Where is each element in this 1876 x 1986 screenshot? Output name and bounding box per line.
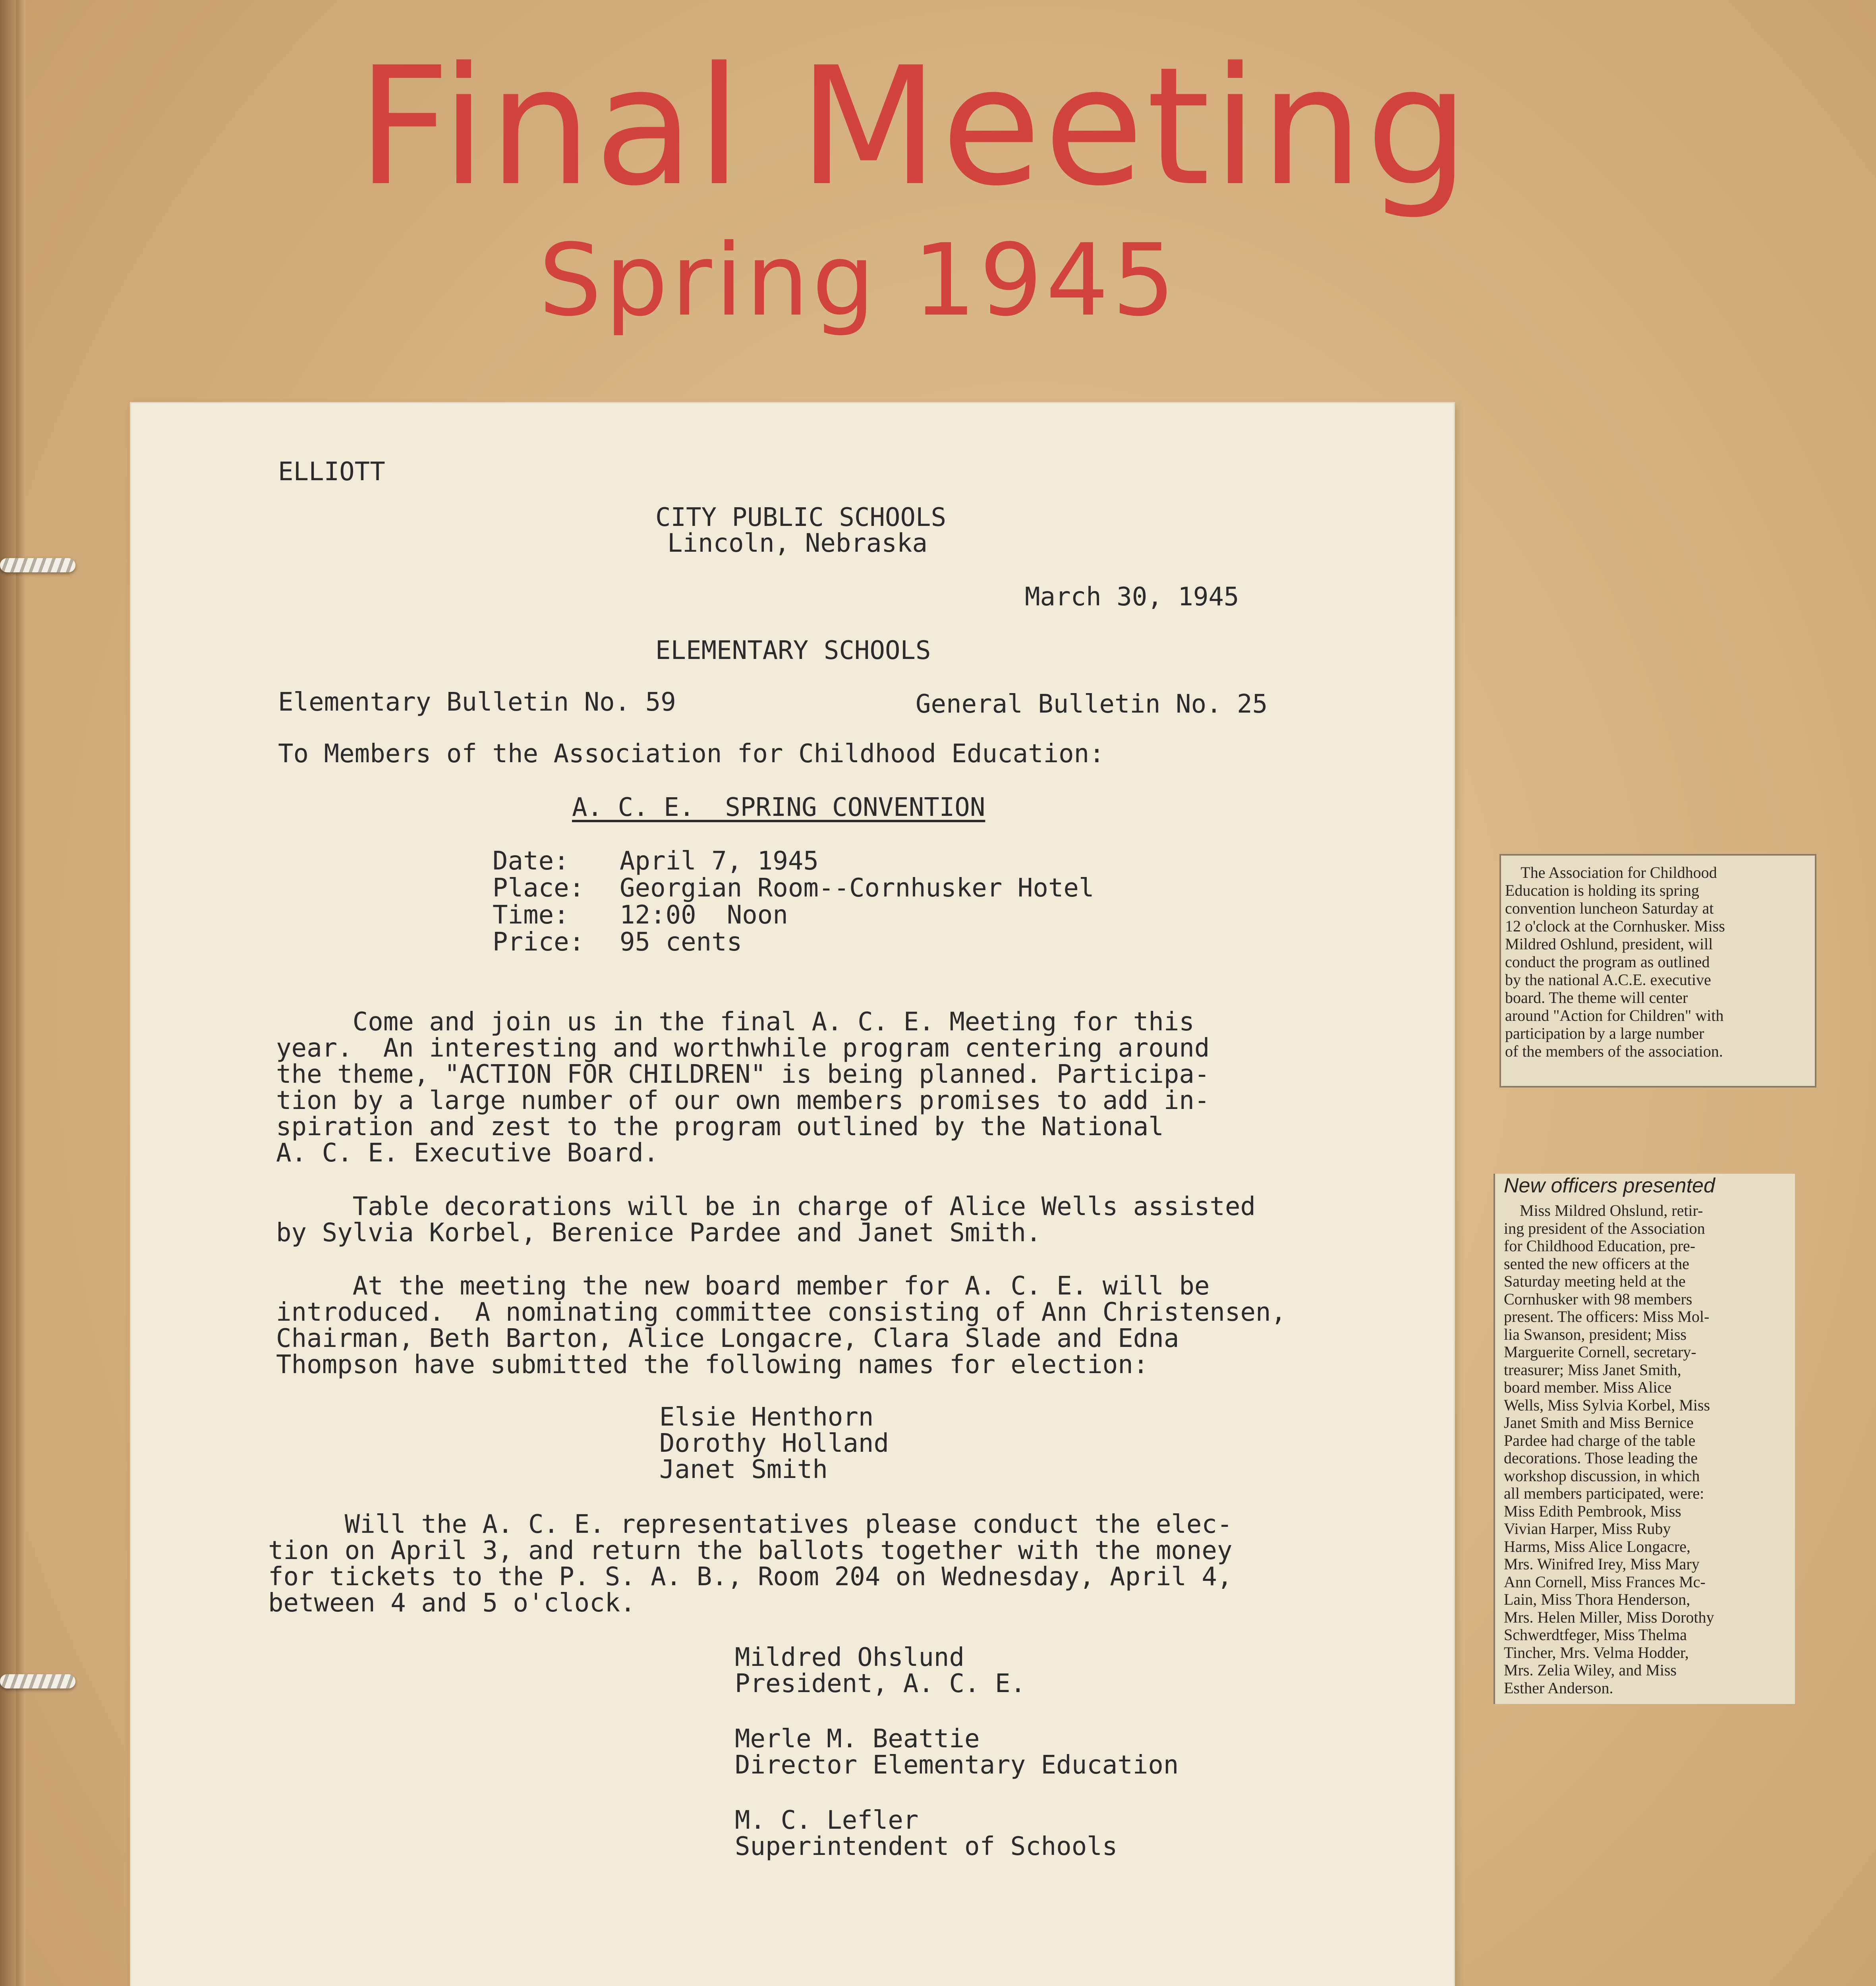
clipping-line: Janet Smith and Miss Bernice	[1504, 1414, 1694, 1432]
paragraph-line: Table decorations will be in charge of Alice Wells assisted	[276, 1192, 1256, 1221]
clipping-line: 12 o'clock at the Cornhusker. Miss	[1505, 917, 1725, 935]
detail-label: Date:	[493, 846, 569, 876]
nominee: Elsie Henthorn	[659, 1403, 874, 1432]
clipping-line: convention luncheon Saturday at	[1505, 899, 1714, 917]
binder-ring-top	[0, 558, 75, 572]
clipping-line: all members participated, were:	[1504, 1484, 1704, 1502]
signer-title: President, A. C. E.	[735, 1669, 1026, 1698]
clipping-line: by the national A.C.E. executive	[1505, 971, 1711, 989]
paragraph-line: spiration and zest to the program outlined by the National	[276, 1112, 1164, 1142]
newspaper-clipping-announcement	[1499, 854, 1816, 1088]
detail-value: 95 cents	[620, 927, 742, 957]
clipping-line: of the members of the association.	[1505, 1042, 1723, 1060]
detail-label: Time:	[493, 900, 569, 930]
signer-name: M. C. Lefler	[735, 1806, 919, 1835]
clipping-line: Harms, Miss Alice Longacre,	[1504, 1537, 1691, 1555]
paragraph-line: Chairman, Beth Barton, Alice Longacre, Clara Slade and Edna	[276, 1324, 1179, 1353]
binder-ring-bottom	[0, 1674, 75, 1688]
paragraph-line: between 4 and 5 o'clock.	[268, 1588, 636, 1618]
corner-label: ELLIOTT	[278, 457, 385, 487]
clipping-headline: New officers presented	[1504, 1174, 1715, 1197]
signer-name: Merle M. Beattie	[735, 1724, 980, 1754]
signer-title: Superintendent of Schools	[735, 1832, 1118, 1861]
clipping-line: participation by a large number	[1505, 1024, 1704, 1042]
paragraph-line: tion on April 3, and return the ballots together with the money	[268, 1536, 1233, 1565]
clipping-line: Miss Edith Pembrook, Miss	[1504, 1502, 1681, 1520]
clipping-line: board. The theme will center	[1505, 989, 1688, 1007]
clipping-line: Miss Mildred Ohslund, retir-	[1504, 1202, 1703, 1219]
detail-value: 12:00 Noon	[620, 900, 788, 930]
detail-value: Georgian Room--Cornhusker Hotel	[620, 873, 1094, 903]
clipping-line: present. The officers: Miss Mol-	[1504, 1308, 1710, 1325]
clipping-line: Mildred Oshlund, president, will	[1505, 935, 1713, 953]
clipping-line: Mrs. Zelia Wiley, and Miss	[1504, 1661, 1677, 1679]
paragraph-line: introduced. A nominating committee consisting of Ann Christensen,	[276, 1298, 1287, 1327]
clipping-line: decorations. Those leading the	[1504, 1449, 1698, 1467]
clipping-line: Ann Cornell, Miss Frances Mc-	[1504, 1573, 1706, 1591]
nominee: Dorothy Holland	[659, 1429, 889, 1458]
clipping-line: workshop discussion, in which	[1504, 1466, 1700, 1485]
bulletin-left: Elementary Bulletin No. 59	[278, 688, 676, 717]
clipping-line: Pardee had charge of the table	[1504, 1431, 1696, 1449]
paragraph-line: by Sylvia Korbel, Berenice Pardee and Janet Smith.	[276, 1218, 1041, 1248]
nominee: Janet Smith	[659, 1455, 828, 1484]
division-heading: ELEMENTARY SCHOOLS	[655, 636, 931, 665]
clipping-line: Marguerite Cornell, secretary-	[1504, 1343, 1696, 1361]
newspaper-clipping-officers	[1493, 1174, 1795, 1704]
clipping-line: Wells, Miss Sylvia Korbel, Miss	[1504, 1396, 1710, 1414]
clipping-line: board member. Miss Alice	[1504, 1378, 1672, 1396]
paragraph-line: Thompson have submitted the following names for election:	[276, 1350, 1149, 1379]
clipping-line: Education is holding its spring	[1505, 881, 1699, 899]
clipping-line: Saturday meeting held at the	[1504, 1272, 1686, 1290]
clipping-line: for Childhood Education, pre-	[1504, 1237, 1696, 1255]
clipping-line: around "Action for Children" with	[1505, 1007, 1724, 1024]
clipping-line: Vivian Harper, Miss Ruby	[1504, 1520, 1671, 1538]
clipping-line: ing president of the Association	[1504, 1219, 1705, 1237]
handwritten-title: Final Meeting	[357, 32, 1472, 222]
letterhead-city: Lincoln, Nebraska	[667, 529, 928, 558]
signer-title: Director Elementary Education	[735, 1750, 1179, 1780]
detail-label: Place:	[493, 873, 585, 903]
detail-label: Price:	[493, 927, 585, 957]
handwritten-subtitle: Spring 1945	[539, 222, 1179, 338]
paragraph-line: tion by a large number of our own members promises to add in-	[276, 1086, 1210, 1115]
letter-date: March 30, 1945	[1025, 582, 1239, 612]
clipping-line: Mrs. Winifred Irey, Miss Mary	[1504, 1555, 1700, 1573]
clipping-line: treasurer; Miss Janet Smith,	[1504, 1360, 1681, 1379]
clipping-line: sented the new officers at the	[1504, 1254, 1689, 1273]
paragraph-line: for tickets to the P. S. A. B., Room 204 on Wednesday, April 4,	[268, 1562, 1233, 1592]
paragraph-line: Will the A. C. E. representatives please conduct the elec-	[268, 1510, 1233, 1539]
typed-bulletin-letter	[131, 403, 1454, 1986]
clipping-line: conduct the program as outlined	[1505, 953, 1710, 971]
paragraph-line: the theme, "ACTION FOR CHILDREN" is being planned. Participa-	[276, 1060, 1210, 1089]
letterhead-org: CITY PUBLIC SCHOOLS	[655, 503, 947, 532]
paragraph-line: year. An interesting and worthwhile program centering around	[276, 1034, 1210, 1063]
clipping-line: Lain, Miss Thora Henderson,	[1504, 1590, 1691, 1608]
bulletin-right: General Bulletin No. 25	[916, 690, 1268, 719]
paragraph-line: At the meeting the new board member for A. C. E. will be	[276, 1271, 1210, 1301]
paragraph-line: A. C. E. Executive Board.	[276, 1138, 659, 1168]
clipping-line: lia Swanson, president; Miss	[1504, 1325, 1687, 1343]
paragraph-line: Come and join us in the final A. C. E. Meeting for this	[276, 1007, 1194, 1037]
clipping-line: Esther Anderson.	[1504, 1679, 1613, 1697]
detail-value: April 7, 1945	[620, 846, 819, 876]
clipping-line: Mrs. Helen Miller, Miss Dorothy	[1504, 1608, 1714, 1626]
signer-name: Mildred Ohslund	[735, 1643, 964, 1672]
clipping-line: The Association for Childhood	[1505, 864, 1717, 881]
salutation: To Members of the Association for Childhood Education:	[278, 739, 1105, 769]
clipping-line: Schwerdtfeger, Miss Thelma	[1504, 1626, 1687, 1644]
convention-heading: A. C. E. SPRING CONVENTION	[572, 793, 985, 822]
clipping-line: Cornhusker with 98 members	[1504, 1290, 1692, 1308]
clipping-line: Tincher, Mrs. Velma Hodder,	[1504, 1643, 1689, 1661]
